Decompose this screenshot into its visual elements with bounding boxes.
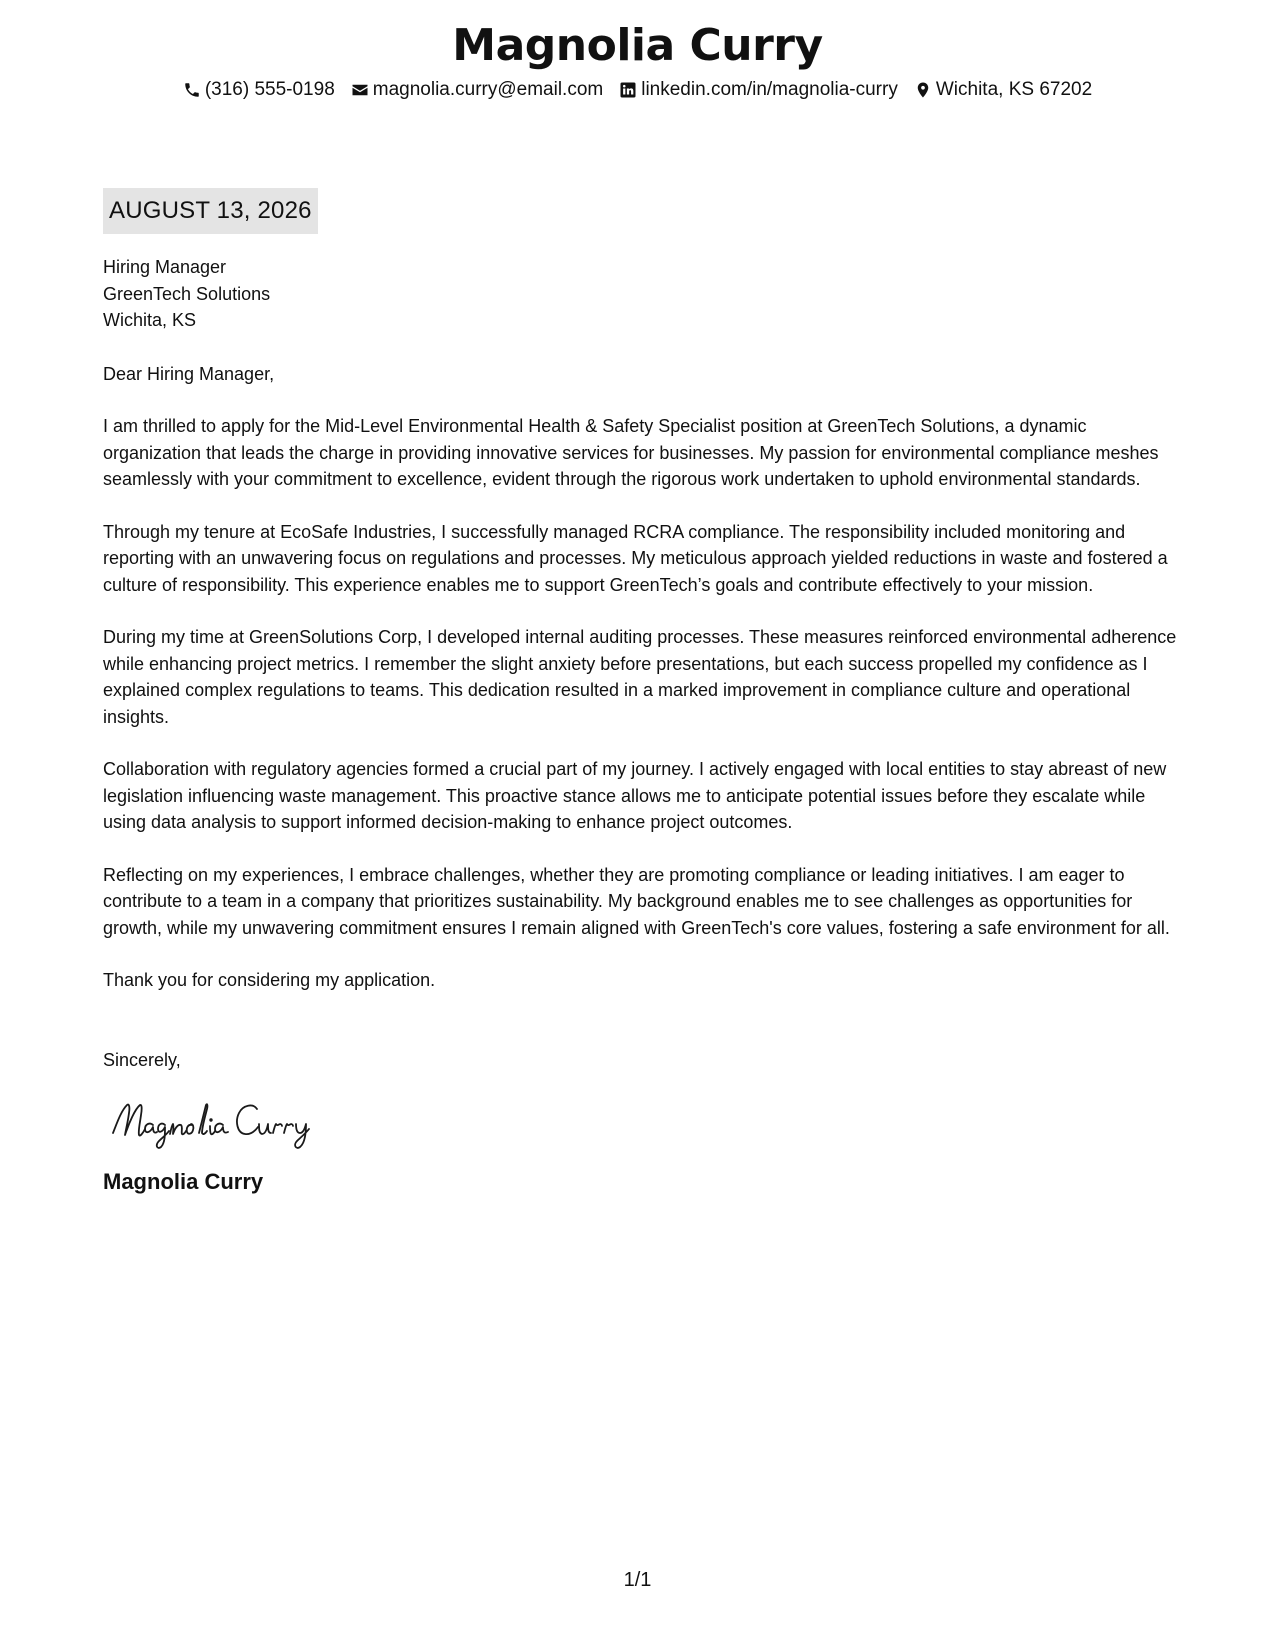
closing: Sincerely, xyxy=(103,1049,181,1070)
paragraph-1: I am thrilled to apply for the Mid-Level Environmental Health & Safety Specialist position at GreenTech Solutions, a dynamic organization that leads the charge in providing innovative services for businesses. My passion for environmental compliance meshes seamlessly with your commitment to excellence, evident through the rigorous work undertaken to uphold environmental standards. xyxy=(103,416,1159,489)
contact-phone-text: (316) 555-0198 xyxy=(204,79,335,100)
signature-scribble xyxy=(107,1093,357,1155)
letter-body xyxy=(103,254,1178,1196)
contact-bar xyxy=(0,79,1275,101)
linkedin-icon xyxy=(619,81,637,99)
contact-email[interactable] xyxy=(351,79,603,101)
phone-icon xyxy=(183,81,201,99)
paragraph-5: Reflecting on my experiences, I embrace challenges, whether they are promoting compliance or leading initiatives. I am eager to contribute to a team in a company that prioritizes sustainability. My background enables me to see challenges as opportunities for growth, while my unwavering commitment ensures I remain aligned with GreenTech's core values, fostering a safe environment for all. xyxy=(103,864,1170,938)
letter-date: AUGUST 13, 2026 xyxy=(103,188,318,234)
signed-name: Magnolia Curry xyxy=(103,1169,264,1194)
paragraph-2: Through my tenure at EcoSafe Industries, I successfully managed RCRA compliance. The responsibility included monitoring and reporting with an unwavering focus on regulations and processes. My meticulous approach yielded reductions in waste and fostered a culture of responsibility. This experience enables me to support GreenTech’s goals and contribute effectively to your mission. xyxy=(103,521,1168,595)
recipient-location: Wichita, KS xyxy=(103,310,197,330)
envelope-icon xyxy=(351,81,369,99)
recipient-block xyxy=(103,254,1178,334)
paragraph-3: During my time at GreenSolutions Corp, I developed internal auditing processes. These measures reinforced environmental adherence while enhancing project metrics. I remember the slight anxiety before presentations, but each success propelled my confidence as I explained complex regulations to teams. This dedication resulted in a marked improvement in compliance culture and operational insights. xyxy=(103,627,1177,727)
recipient-company: GreenTech Solutions xyxy=(103,283,271,304)
contact-location xyxy=(914,79,1092,101)
contact-linkedin[interactable] xyxy=(619,79,898,101)
applicant-name: Magnolia Curry xyxy=(452,20,823,71)
contact-email-text: magnolia.curry@email.com xyxy=(372,79,604,100)
contact-phone[interactable] xyxy=(183,79,335,101)
paragraph-4: Collaboration with regulatory agencies formed a crucial part of my journey. I actively engaged with local entities to stay abreast of new legislation influencing waste management. This proactive stance allows me to anticipate potential issues before they escalate while using data analysis to support informed decision-making to enhance project outcomes. xyxy=(103,759,1167,832)
contact-linkedin-text: linkedin.com/in/magnolia-curry xyxy=(641,79,898,100)
page-number: 1/1 xyxy=(623,1569,652,1591)
thanks-line: Thank you for considering my application. xyxy=(103,970,436,990)
recipient-title: Hiring Manager xyxy=(103,257,227,277)
signature-image xyxy=(107,1093,1178,1155)
contact-location-text: Wichita, KS 67202 xyxy=(935,79,1093,100)
map-pin-icon xyxy=(914,81,932,99)
greeting: Dear Hiring Manager, xyxy=(103,363,275,384)
